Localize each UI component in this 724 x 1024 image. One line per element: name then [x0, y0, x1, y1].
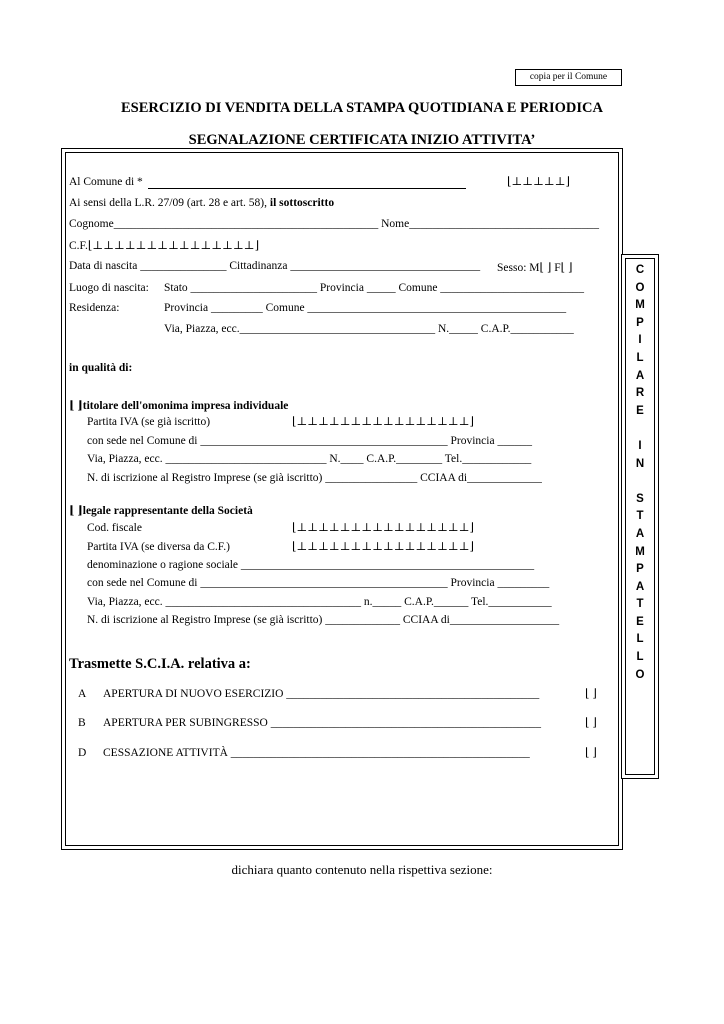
luogo-nascita-fields[interactable]: Stato ______________________ Provincia _____ Comune _________________________ [164, 282, 585, 294]
document-subtitle: SEGNALAZIONE CERTIFICATA INIZIO ATTIVITA’ [188, 132, 536, 148]
side-letter: P [636, 563, 644, 576]
side-letter: O [635, 281, 645, 294]
side-letter: P [636, 316, 644, 329]
codice-fiscale-boxes[interactable]: C.F.⌊⊥⊥⊥⊥⊥⊥⊥⊥⊥⊥⊥⊥⊥⊥⊥⌋ [69, 240, 260, 252]
copy-label: copia per il Comune [529, 72, 608, 82]
side-letter: E [636, 404, 644, 417]
residenza-provincia-comune[interactable]: Provincia _________ Comune _____________________________________________ [164, 302, 567, 314]
via-piazza-line-2[interactable]: Via, Piazza, ecc. __________________________________ n._____ C.A.P.______ Tel.___________ [87, 596, 552, 608]
ai-sensi-line [69, 197, 334, 209]
side-letter [625, 473, 655, 491]
side-letter: M [635, 545, 645, 558]
sesso-field[interactable]: Sesso: M⌊ ⌋ F⌊ ⌋ [497, 262, 573, 274]
side-letter: T [636, 598, 644, 611]
registro-imprese-line-2[interactable]: N. di iscrizione al Registro Imprese (se già iscritto) _____________ CCIAA di___________________ [87, 614, 560, 626]
option-checkbox-b[interactable]: ⌊ ⌋ [585, 717, 597, 729]
option-text-b[interactable]: APERTURA PER SUBINGRESSO _______________________________________________ [103, 717, 541, 729]
cognome-nome-line[interactable]: Cognome______________________________________________ Nome_________________________________ [69, 218, 599, 230]
sottoscritto-text: il sottoscritto [269, 197, 335, 209]
residenza-label: Residenza: [69, 302, 120, 314]
side-letter: M [635, 299, 645, 312]
sede-comune-line-2[interactable]: con sede nel Comune di ___________________________________________ Provincia _________ [87, 577, 550, 589]
side-letter: L [636, 633, 644, 646]
option-checkbox-d[interactable]: ⌊ ⌋ [585, 747, 597, 759]
partita-iva-societa-label: Partita IVA (se diversa da C.F.) [87, 541, 230, 553]
copy-label-box [515, 69, 622, 86]
option-checkbox-a[interactable]: ⌊ ⌋ [585, 688, 597, 700]
titolare-checkbox[interactable]: ⌊ ⌋titolare dell'omonima impresa individuale [69, 400, 289, 412]
comune-field[interactable] [148, 188, 466, 189]
denominazione-line[interactable]: denominazione o ragione sociale ___________________________________________________ [87, 559, 535, 571]
side-letter: R [635, 387, 645, 400]
side-letter: S [636, 492, 644, 505]
side-label-compilare-in-stampatello [625, 262, 655, 684]
option-letter-b: B [78, 717, 86, 729]
side-letter: A [635, 369, 645, 382]
side-letter: E [636, 615, 644, 628]
side-letter: I [638, 439, 642, 452]
side-letter: T [636, 510, 644, 523]
footer-text: dichiara quanto contenuto nella rispettiva sezione: [231, 862, 493, 877]
option-text-d[interactable]: CESSAZIONE ATTIVITÀ ____________________________________________________ [103, 747, 530, 759]
side-letter: I [638, 334, 642, 347]
side-letter: A [635, 580, 645, 593]
side-letter: O [635, 668, 645, 681]
in-qualita-heading: in qualità di: [69, 362, 133, 374]
option-letter-d: D [78, 747, 87, 759]
partita-iva-label: Partita IVA (se già iscritto) [87, 416, 211, 428]
data-nascita-cittadinanza-line[interactable]: Data di nascita _______________ Cittadinanza _________________________________ [69, 260, 481, 272]
codice-fiscale-societa-boxes[interactable]: ⌊⊥⊥⊥⊥⊥⊥⊥⊥⊥⊥⊥⊥⊥⊥⊥⊥⌋ [292, 522, 475, 534]
comune-label: Al Comune di * [69, 176, 143, 188]
ai-sensi-text: Ai sensi della L.R. 27/09 (art. 28 e art. 58), [69, 197, 270, 209]
side-letter: A [635, 527, 645, 540]
partita-iva-boxes[interactable]: ⌊⊥⊥⊥⊥⊥⊥⊥⊥⊥⊥⊥⊥⊥⊥⊥⊥⌋ [292, 416, 475, 428]
document-title: ESERCIZIO DI VENDITA DELLA STAMPA QUOTIDIANA E PERIODICA [121, 100, 603, 116]
option-text-a[interactable]: APERTURA DI NUOVO ESERCIZIO ____________________________________________ [103, 688, 540, 700]
side-letter [625, 420, 655, 438]
trasmette-heading: Trasmette S.C.I.A. relativa a: [69, 656, 251, 672]
option-letter-a: A [78, 688, 87, 700]
luogo-nascita-label: Luogo di nascita: [69, 282, 149, 294]
form-frame-inner [65, 152, 619, 846]
comune-code-boxes[interactable]: ⌊⊥⊥⊥⊥⊥⌋ [507, 176, 571, 188]
registro-imprese-line-1[interactable]: N. di iscrizione al Registro Imprese (se già iscritto) ________________ CCIAA di_____________ [87, 472, 542, 484]
legale-rappresentante-checkbox[interactable]: ⌊ ⌋legale rappresentante della Società [69, 505, 253, 517]
residenza-via-cap[interactable]: Via, Piazza, ecc.__________________________________ N._____ C.A.P.___________ [164, 323, 574, 335]
side-letter: L [636, 651, 644, 664]
side-letter: L [636, 351, 644, 364]
side-letter: C [635, 264, 645, 276]
via-piazza-line-1[interactable]: Via, Piazza, ecc. ____________________________ N.____ C.A.P.________ Tel.____________ [87, 453, 532, 465]
sede-comune-line-1[interactable]: con sede nel Comune di ___________________________________________ Provincia ______ [87, 435, 532, 447]
codice-fiscale-societa-label: Cod. fiscale [87, 522, 142, 534]
side-letter: N [635, 457, 645, 470]
partita-iva-societa-boxes[interactable]: ⌊⊥⊥⊥⊥⊥⊥⊥⊥⊥⊥⊥⊥⊥⊥⊥⊥⌋ [292, 541, 475, 553]
